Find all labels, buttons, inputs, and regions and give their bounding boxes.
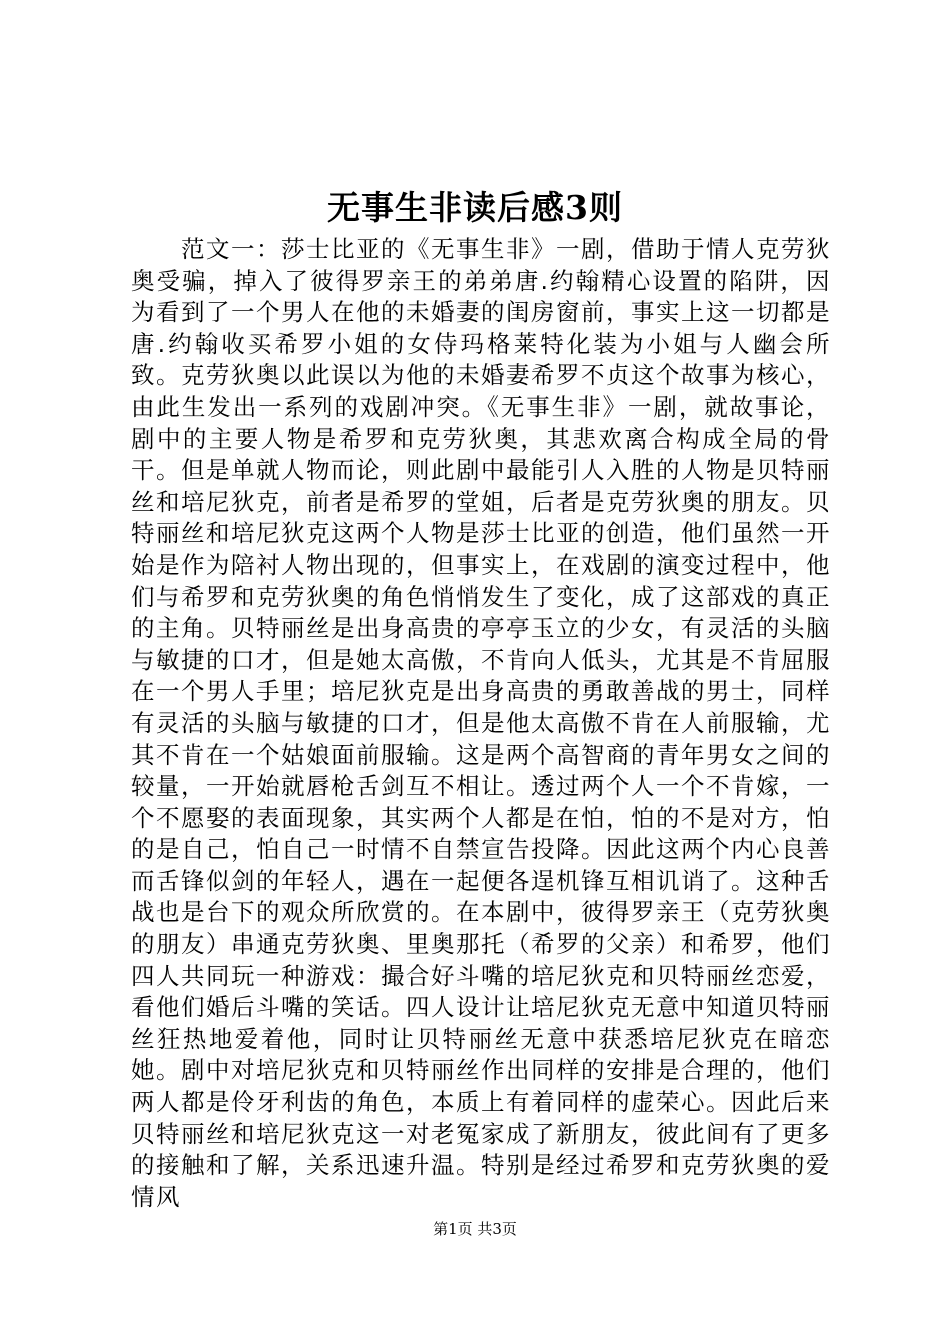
document-body-paragraph: 范文一：莎士比亚的《无事生非》一剧，借助于情人克劳狄奥受骗，掉入了彼得罗亲王的弟弟唐.约翰精心设置的陷阱，因为看到了一个男人在他的未婚妻的闺房窗前，事实上这一切都是唐.约翰收买希罗小姐的女侍玛格莱特化装为小姐与人幽会所致。克劳狄奥以此误以为他的未婚妻希罗不贞这个故事为核心，由此生发出一系列的戏剧冲突。《无事生非》一剧，就故事论，剧中的主要人物是希罗和克劳狄奥，其悲欢离合构成全局的骨干。但是单就人物而论，则此剧中最能引人入胜的人物是贝特丽丝和培尼狄克，前者是希罗的堂姐，后者是克劳狄奥的朋友。贝特丽丝和培尼狄克这两个人物是莎士比亚的创造，他们虽然一开始是作为陪衬人物出现的，但事实上，在戏剧的演变过程中，他们与希罗和克劳狄奥的角色悄悄发生了变化，成了这部戏的真正的主角。贝特丽丝是出身高贵的亭亭玉立的少女，有灵活的头脑与敏捷的口才，但是她太高傲，不肯向人低头，尤其是不肯屈服在一个男人手里；培尼狄克是出身高贵的勇敢善战的男士，同样有灵活的头脑与敏捷的口才，但是他太高傲不肯在人前服输，尤其不肯在一个姑娘面前服输。这是两个高智商的青年男女之间的较量，一开始就唇枪舌剑互不相让。透过两个人一个不肯嫁，一个不愿娶的表面现象，其实两个人都是在怕，怕的不是对方，怕的是自己，怕自己一时情不自禁宣告投降。因此这两个内心良善而舌锋似剑的年轻人，遇在一起便各逞机锋互相讥诮了。这种舌战也是台下的观众所欣赏的。在本剧中，彼得罗亲王（克劳狄奥的朋友）串通克劳狄奥、里奥那托（希罗的父亲）和希罗，他们四人共同玩一种游戏：撮合好斗嘴的培尼狄克和贝特丽丝恋爱，看他们婚后斗嘴的笑话。四人设计让培尼狄克无意中知道贝特丽丝狂热地爱着他，同时让贝特丽丝无意中获悉培尼狄克在暗恋她。剧中对培尼狄克和贝特丽丝作出同样的安排是合理的，他们两人都是伶牙利齿的角色，本质上有着同样的虚荣心。因此后来贝特丽丝和培尼狄克这一对老冤家成了新朋友，彼此间有了更多的接触和了解，关系迅速升温。特别是经过希罗和克劳狄奥的爱情风: [131, 235, 831, 1211]
document-title: 无事生非读后感3则: [327, 188, 623, 227]
page-footer: 第1页 共3页: [433, 1220, 517, 1238]
